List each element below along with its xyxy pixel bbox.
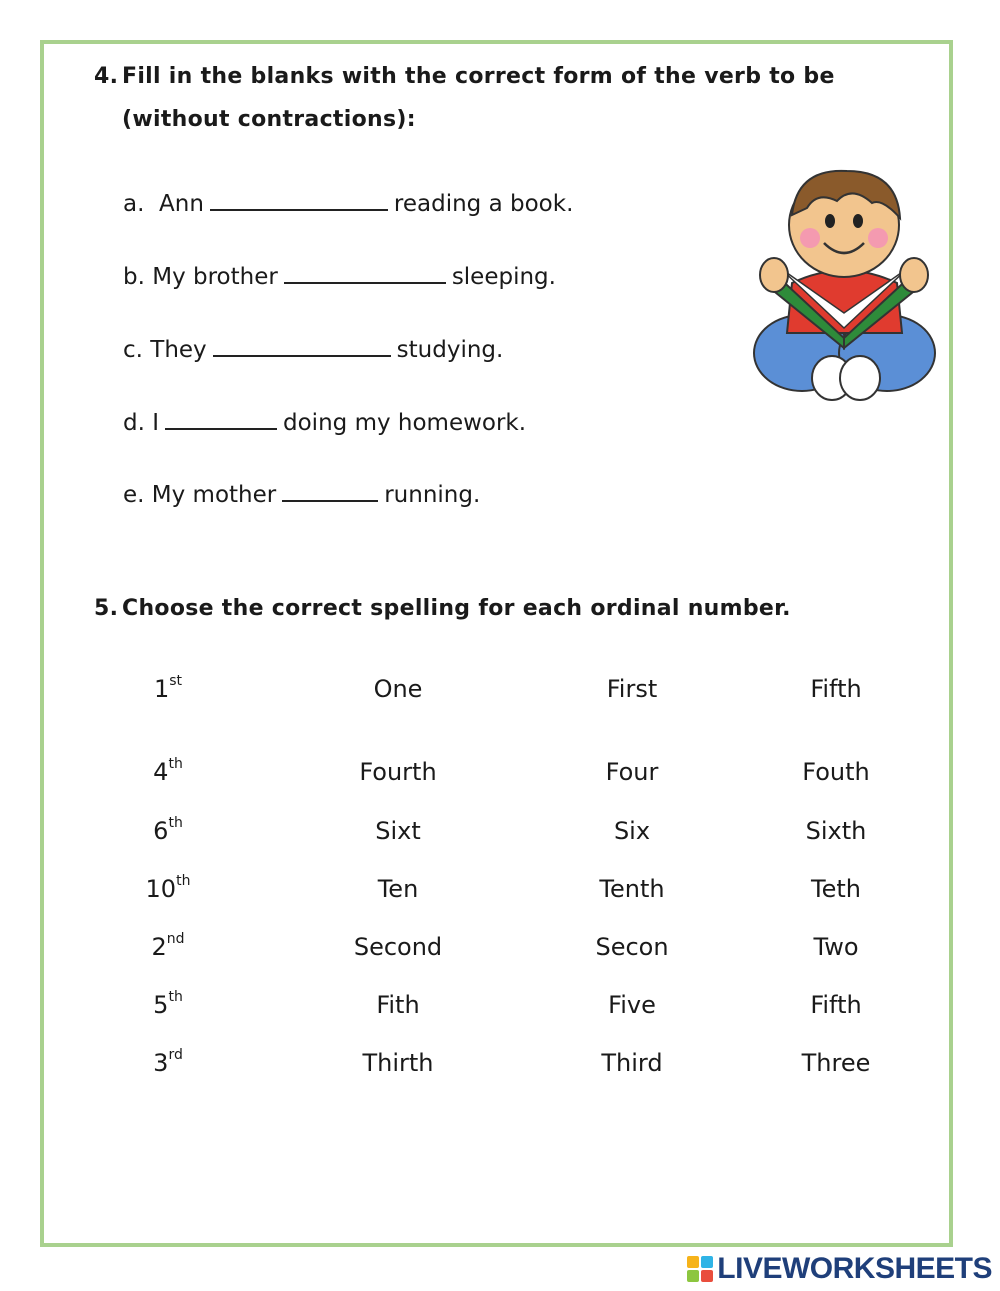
ordinal-suffix: rd [168,1047,183,1063]
ordinal-number [128,1049,208,1077]
spelling-option[interactable]: First [606,675,658,703]
spelling-option[interactable]: One [373,675,423,703]
spelling-option[interactable]: Sixt [375,817,421,845]
spelling-option[interactable]: Thirth [362,1049,434,1077]
ordinal-number [128,875,208,903]
q4-item-d-prefix: d. I [123,410,160,436]
q4-item-c-prefix: c. They [123,337,207,363]
q4-item-c [123,335,503,363]
q4-blank-e[interactable] [282,480,378,502]
liveworksheets-logo-icon [687,1256,713,1282]
q4-heading-line1 [94,64,835,89]
ordinal-suffix: th [168,756,183,772]
ordinal-suffix: th [168,815,183,831]
spelling-option[interactable]: Third [601,1049,663,1077]
q4-blank-a[interactable] [210,189,388,211]
spelling-option[interactable]: Four [605,758,659,786]
spelling-option[interactable]: Fouth [802,758,870,786]
q4-item-e-suffix: running. [384,482,481,508]
spelling-option[interactable]: Six [613,817,651,845]
spelling-option[interactable]: Fifth [810,675,862,703]
spelling-option[interactable]: Sixth [805,817,867,845]
spelling-option[interactable]: Fith [376,991,420,1019]
spelling-option[interactable]: Tenth [599,875,665,903]
ordinal-suffix: th [176,873,191,889]
spelling-option[interactable]: Second [353,933,443,961]
q4-number: 4. [94,64,119,89]
ordinal-suffix: nd [166,931,185,947]
q4-item-a [123,189,573,217]
q5-heading [94,596,791,621]
spelling-option[interactable]: Ten [377,875,419,903]
spelling-option[interactable]: Secon [595,933,669,961]
q4-item-b-suffix: sleeping. [451,264,556,290]
ordinal-digit: 3 [153,1049,169,1077]
q4-blank-d[interactable] [165,408,277,430]
q4-item-b-prefix: b. My brother [123,264,278,290]
q4-heading-line2: (without contractions): [122,107,416,132]
ordinal-number [128,991,208,1019]
q4-item-a-prefix: a. Ann [123,191,204,217]
ordinal-digit: 1 [153,675,170,703]
boy-reading-illustration [752,163,937,408]
q4-item-e-prefix: e. My mother [123,482,277,508]
q4-blank-b[interactable] [284,262,446,284]
ordinal-number [128,675,208,703]
ordinal-digit: 4 [153,758,169,786]
spelling-option[interactable]: Five [608,991,656,1019]
q4-item-d [123,408,526,436]
ordinal-digit: 5 [153,991,169,1019]
ordinal-number [128,933,208,961]
spelling-option[interactable]: Two [813,933,859,961]
spelling-option[interactable]: Fifth [810,991,862,1019]
spelling-option[interactable]: Three [801,1049,871,1077]
q4-item-d-suffix: doing my homework. [283,410,527,436]
q5-number: 5. [94,596,119,621]
ordinal-number [128,817,208,845]
brand-name: LIVEWORKSHEETS [717,1252,992,1285]
q4-blank-c[interactable] [213,335,391,357]
ordinal-suffix: th [168,989,183,1005]
brand-logo [687,1253,992,1285]
spelling-option[interactable]: Teth [811,875,861,903]
q4-item-b [123,262,556,290]
spelling-option[interactable]: Fourth [359,758,437,786]
q4-instruction: Fill in the blanks with the correct form of the verb to be [122,64,835,89]
ordinal-digit: 6 [153,817,169,845]
q4-item-a-suffix: reading a book. [393,191,574,217]
q4-item-c-suffix: studying. [396,337,504,363]
ordinal-number [128,758,208,786]
q4-item-e [123,480,480,508]
ordinal-digit: 2 [151,933,167,961]
ordinal-suffix: st [169,673,183,689]
q5-instruction: Choose the correct spelling for each ordinal number. [122,596,791,621]
ordinal-digit: 10 [145,875,177,903]
